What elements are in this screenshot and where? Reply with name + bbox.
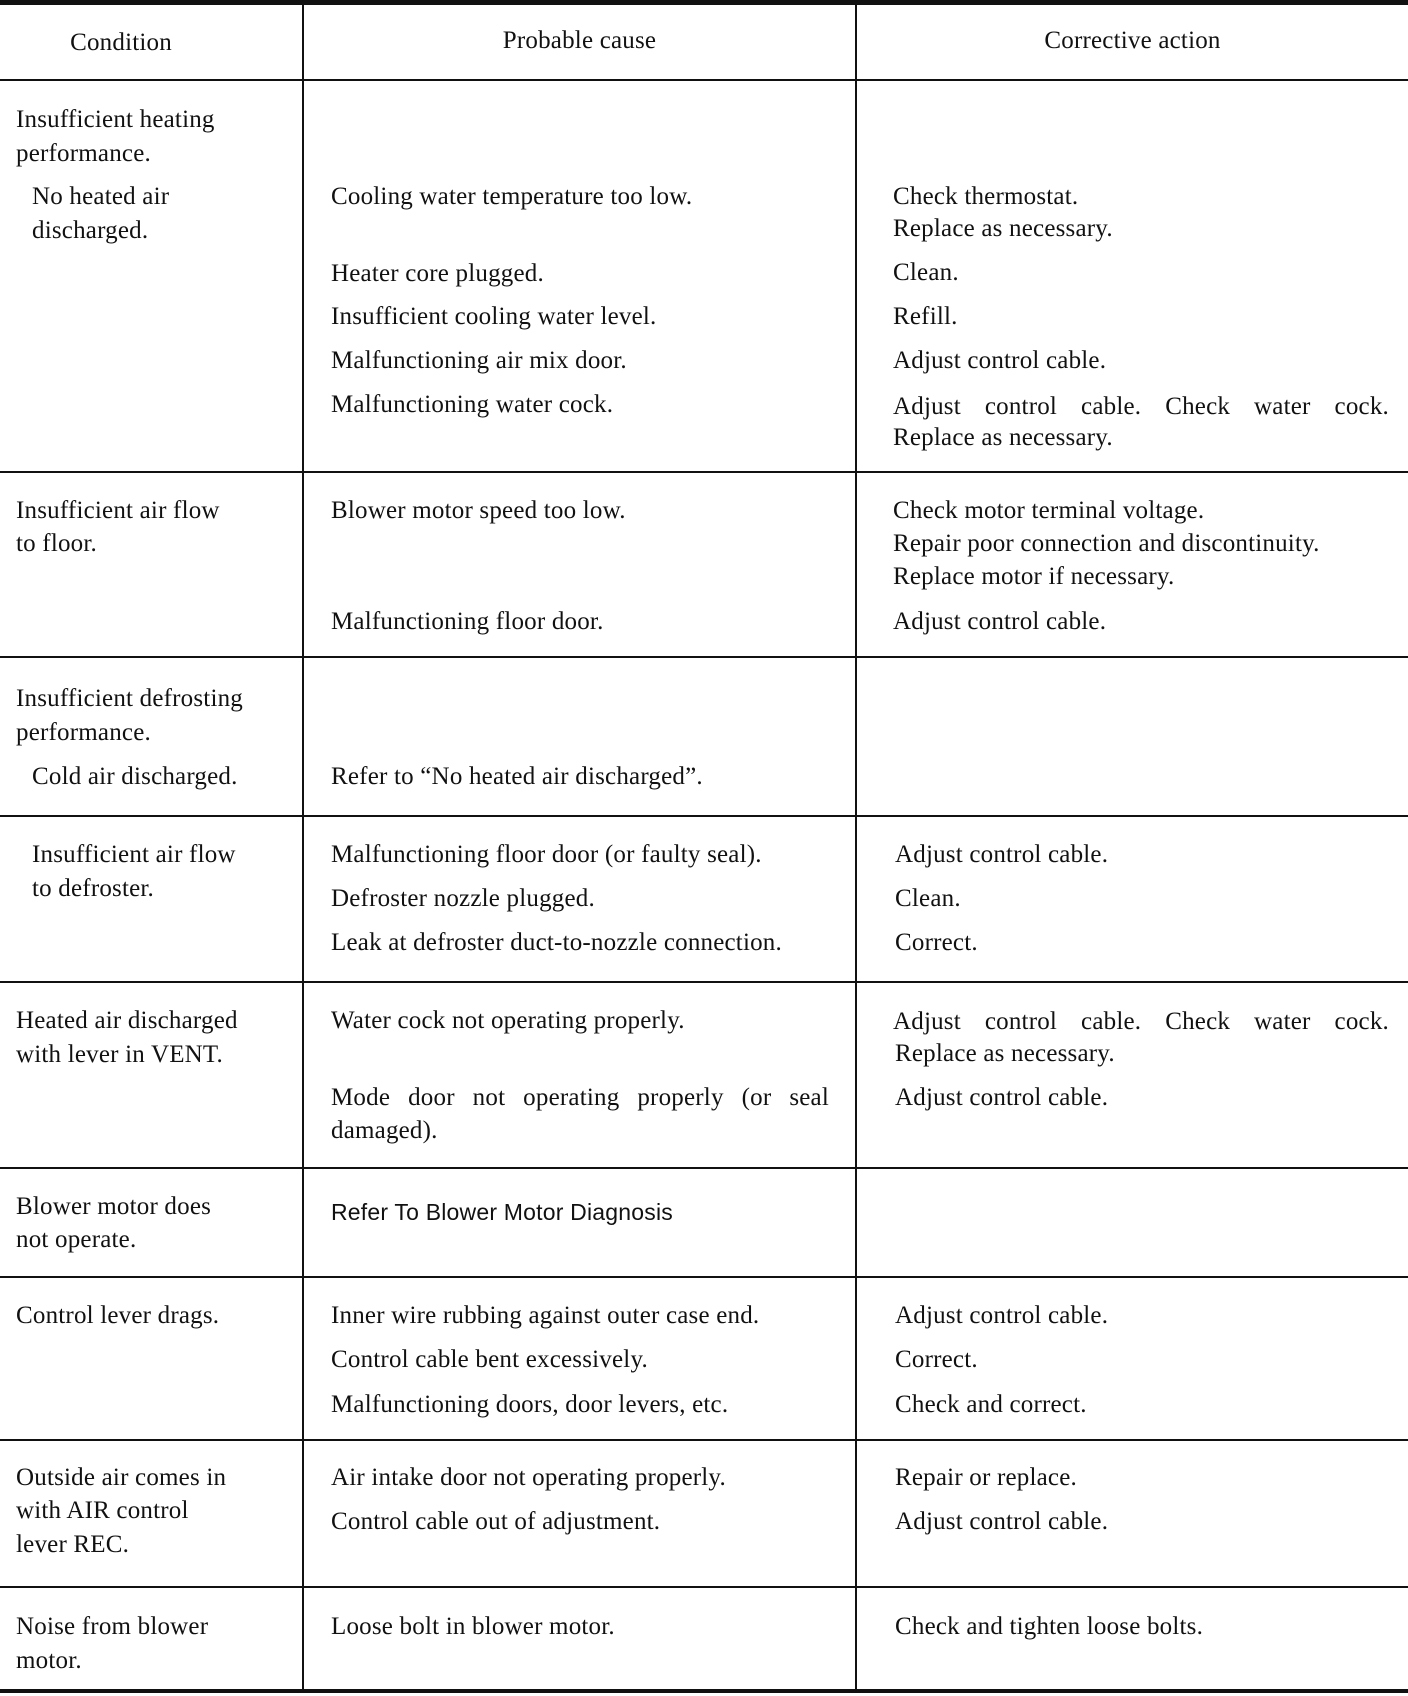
condition-text: Insufficient defrosting bbox=[16, 685, 243, 712]
row-divider bbox=[0, 1586, 1408, 1588]
cause-text: Malfunctioning floor door. bbox=[331, 608, 604, 635]
column-divider-2 bbox=[855, 4, 857, 1690]
action-text: Adjust control cable. bbox=[895, 841, 1109, 868]
condition-text: Insufficient air flow bbox=[16, 497, 220, 524]
condition-text: with AIR control bbox=[16, 1497, 189, 1524]
condition-text: Noise from blower bbox=[16, 1613, 209, 1640]
cause-text: Defroster nozzle plugged. bbox=[331, 885, 595, 912]
cause-text: Loose bolt in blower motor. bbox=[331, 1613, 615, 1640]
row-divider bbox=[0, 1276, 1408, 1278]
cause-text: Malfunctioning water cock. bbox=[331, 391, 614, 418]
header-bottom-border bbox=[0, 79, 1408, 81]
cause-text: Mode door not operating properly (or seal bbox=[331, 1084, 829, 1111]
cause-text: Control cable bent excessively. bbox=[331, 1346, 648, 1373]
action-text: Replace motor if necessary. bbox=[893, 563, 1175, 590]
row-divider bbox=[0, 1439, 1408, 1441]
action-text: Repair poor connection and discontinuity. bbox=[893, 530, 1320, 557]
sub-condition-text: discharged. bbox=[32, 217, 149, 244]
action-text: Replace as necessary. bbox=[893, 424, 1113, 451]
action-text: Adjust control cable. bbox=[893, 347, 1107, 374]
condition-text: performance. bbox=[16, 140, 151, 167]
table-bottom-border bbox=[0, 1689, 1408, 1693]
action-text: Replace as necessary. bbox=[893, 215, 1113, 242]
column-divider-1 bbox=[302, 4, 304, 1690]
cause-text: Malfunctioning floor door (or faulty seal). bbox=[331, 841, 762, 868]
action-text: Adjust control cable. bbox=[895, 1084, 1109, 1111]
action-text: Check and tighten loose bolts. bbox=[895, 1613, 1204, 1640]
action-text: Repair or replace. bbox=[895, 1464, 1077, 1491]
row-divider bbox=[0, 471, 1408, 473]
cause-text: damaged). bbox=[331, 1117, 438, 1144]
cause-text: Heater core plugged. bbox=[331, 260, 544, 287]
condition-text: with lever in VENT. bbox=[16, 1041, 223, 1068]
sub-condition-text: to defroster. bbox=[32, 875, 155, 902]
action-text: Check thermostat. bbox=[893, 183, 1079, 210]
condition-text: lever REC. bbox=[16, 1531, 130, 1558]
action-text: Adjust control cable. bbox=[895, 1508, 1109, 1535]
row-divider bbox=[0, 656, 1408, 658]
action-text: Clean. bbox=[895, 885, 961, 912]
action-text: Clean. bbox=[893, 259, 959, 286]
cause-text: Leak at defroster duct-to-nozzle connection. bbox=[331, 929, 782, 956]
header-corrective-action: Corrective action bbox=[1044, 27, 1221, 54]
row-divider bbox=[0, 981, 1408, 983]
cause-text: Malfunctioning air mix door. bbox=[331, 347, 627, 374]
cause-text: Cooling water temperature too low. bbox=[331, 183, 693, 210]
cause-text: Insufficient cooling water level. bbox=[331, 303, 657, 330]
sub-condition-text: Cold air discharged. bbox=[32, 763, 238, 790]
header-condition: Condition bbox=[70, 29, 172, 56]
action-text: Check motor terminal voltage. bbox=[893, 497, 1205, 524]
action-text: Replace as necessary. bbox=[895, 1040, 1115, 1067]
condition-text: Control lever drags. bbox=[16, 1302, 220, 1329]
action-text: Correct. bbox=[895, 1346, 978, 1373]
cause-text: Refer To Blower Motor Diagnosis bbox=[331, 1199, 673, 1225]
row-divider bbox=[0, 1167, 1408, 1169]
sub-condition-text: No heated air bbox=[32, 183, 170, 210]
condition-text: Outside air comes in bbox=[16, 1464, 227, 1491]
cause-text: Inner wire rubbing against outer case end. bbox=[331, 1302, 760, 1329]
table-top-border bbox=[0, 0, 1408, 5]
action-text: Refill. bbox=[893, 303, 958, 330]
condition-text: to floor. bbox=[16, 530, 97, 557]
sub-condition-text: Insufficient air flow bbox=[32, 841, 236, 868]
condition-text: motor. bbox=[16, 1647, 82, 1674]
row-divider bbox=[0, 815, 1408, 817]
cause-text: Refer to “No heated air discharged”. bbox=[331, 763, 703, 790]
condition-text: Heated air discharged bbox=[16, 1007, 238, 1034]
condition-text: performance. bbox=[16, 719, 151, 746]
cause-text: Malfunctioning doors, door levers, etc. bbox=[331, 1391, 729, 1418]
cause-text: Water cock not operating properly. bbox=[331, 1007, 685, 1034]
condition-text: Blower motor does bbox=[16, 1193, 212, 1220]
header-probable-cause: Probable cause bbox=[502, 27, 657, 54]
action-text: Check and correct. bbox=[895, 1391, 1087, 1418]
condition-text: not operate. bbox=[16, 1226, 137, 1253]
condition-text: Insufficient heating bbox=[16, 106, 215, 133]
cause-text: Control cable out of adjustment. bbox=[331, 1508, 661, 1535]
action-text: Adjust control cable. bbox=[895, 1302, 1109, 1329]
action-text: Adjust control cable. bbox=[893, 608, 1107, 635]
action-text: Adjust control cable. Check water cock. bbox=[893, 393, 1389, 420]
action-text: Correct. bbox=[895, 929, 978, 956]
action-text: Adjust control cable. Check water cock. bbox=[893, 1008, 1389, 1035]
cause-text: Blower motor speed too low. bbox=[331, 497, 626, 524]
cause-text: Air intake door not operating properly. bbox=[331, 1464, 726, 1491]
